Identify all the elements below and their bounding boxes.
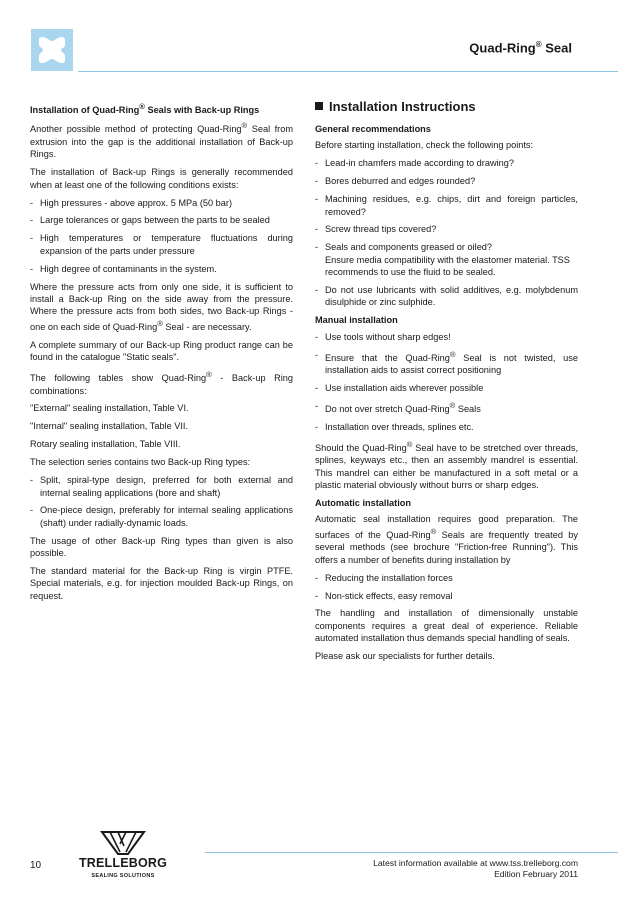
list-item: - High degree of contaminants in the system. bbox=[30, 263, 293, 275]
list-item: - Do not use lubricants with solid additives, e.g. molybdenum disulphide or zinc sulphide. bbox=[315, 284, 578, 309]
bullet-square-icon bbox=[315, 102, 323, 110]
footer-info-line: Latest information available at www.tss.trelleborg.com bbox=[373, 858, 578, 868]
list-item: - Seals and components greased or oiled? Ensure media compatibility with the elastomer material. TSS recommends to use the fluid to be sealed. bbox=[315, 241, 578, 278]
paragraph: The following tables show Quad-Ring® - Back-up Ring combinations: bbox=[30, 370, 293, 396]
list-item: - Lead-in chamfers made according to drawing? bbox=[315, 157, 578, 169]
list-item: - Bores deburred and edges rounded? bbox=[315, 175, 578, 187]
list-item: - Ensure that the Quad-Ring® Seal is not twisted, use installation aids to assist correct positioning bbox=[315, 349, 578, 377]
quad-ring-logo-icon bbox=[31, 29, 73, 71]
paragraph: Rotary sealing installation, Table VIII. bbox=[30, 439, 181, 450]
paragraph: Before starting installation, check the following points: bbox=[315, 140, 534, 151]
backup-ring-heading: Installation of Quad-Ring® Seals with Back-up Rings bbox=[30, 102, 260, 116]
paragraph: The installation of Back-up Rings is generally recommended when at least one of the following conditions exists: bbox=[30, 167, 293, 190]
benefits-list bbox=[315, 572, 578, 602]
list-item: - High temperatures or temperature fluctuations during expansion of the parts under pressure bbox=[30, 232, 293, 257]
paragraph: Where the pressure acts from only one side, it is sufficient to install a Back-up Ring on the side away from the pressure. Where the pressure acts from both sides, two Back-up Rings - one on each side of Quad-Ring® Seal - are necessary. bbox=[30, 281, 293, 332]
brand-tagline: SEALING SOLUTIONS bbox=[91, 873, 155, 879]
footer-info bbox=[373, 858, 578, 880]
section-title: Installation Instructions bbox=[315, 99, 578, 115]
list-item: - High pressures - above approx. 5 MPa (50 bar) bbox=[30, 197, 293, 209]
ring-types-list bbox=[30, 474, 293, 529]
list-item: - Installation over threads, splines etc. bbox=[315, 421, 578, 433]
header-divider bbox=[78, 71, 618, 72]
general-heading: General recommendations bbox=[315, 124, 431, 134]
list-item: - Screw thread tips covered? bbox=[315, 223, 578, 235]
list-item: - Non-stick effects, easy removal bbox=[315, 590, 578, 602]
list-item: - Do not over stretch Quad-Ring® Seals bbox=[315, 400, 578, 415]
footer-edition: Edition February 2011 bbox=[494, 869, 578, 879]
left-column bbox=[30, 101, 293, 608]
list-item: - Use installation aids wherever possible bbox=[315, 382, 578, 394]
paragraph: The selection series contains two Back-up Ring types: bbox=[30, 457, 251, 468]
list-item: - Split, spiral-type design, preferred for both external and internal sealing applications (bore and shaft) bbox=[30, 474, 293, 499]
paragraph: Please ask our specialists for further details. bbox=[315, 651, 495, 662]
list-item: - Use tools without sharp edges! bbox=[315, 331, 578, 343]
checks-list bbox=[315, 157, 578, 309]
list-item: - Reducing the installation forces bbox=[315, 572, 578, 584]
footer-divider bbox=[205, 852, 618, 853]
page-number: 10 bbox=[30, 860, 42, 871]
conditions-list bbox=[30, 197, 293, 276]
manual-heading: Manual installation bbox=[315, 315, 398, 326]
paragraph: "External" sealing installation, Table VI. bbox=[30, 403, 189, 414]
trelleborg-logo bbox=[78, 830, 168, 882]
trelleborg-mark-icon bbox=[98, 830, 148, 856]
list-item: - Machining residues, e.g. chips, dirt and foreign particles, removed? bbox=[315, 193, 578, 218]
right-column bbox=[315, 101, 578, 668]
list-item: - One-piece design, preferably for internal sealing applications (shaft) under radially-dynamic loads. bbox=[30, 504, 293, 529]
list-item: - Large tolerances or gaps between the parts to be sealed bbox=[30, 214, 293, 226]
paragraph: "Internal" sealing installation, Table VII. bbox=[30, 421, 189, 432]
paragraph: Automatic seal installation requires good preparation. The surfaces of the Quad-Ring® Seals are frequently treated by several methods (see brochure "Friction-free Running"). This offers a number of benefits during installation by bbox=[315, 514, 578, 565]
page-title: Quad-Ring® Seal bbox=[469, 40, 572, 56]
paragraph: A complete summary of our Back-up Ring product range can be found in the catalogue "Static seals". bbox=[30, 339, 293, 363]
paragraph: The handling and installation of dimensionally unstable components requires a great deal of experience. Reliable automated installation thus demands special handling of seals. bbox=[315, 608, 578, 644]
paragraph: Another possible method of protecting Quad-Ring® Seal from extrusion into the gap is the additional installation of Back-up Rings. bbox=[30, 121, 293, 160]
paragraph: Should the Quad-Ring® Seal have to be stretched over threads, splines, keyways etc., then an assembly mandrel is essential. This mandrel can either be manufactured in a soft metal or a plastic material obviously without burrs or sharp edges. bbox=[315, 439, 579, 491]
paragraph: The standard material for the Back-up Ring is virgin PTFE. Special materials, e.g. for injection moulded Back-up Rings, on request. bbox=[30, 566, 293, 601]
manual-list bbox=[315, 331, 578, 434]
brand-name: TRELLEBORG bbox=[78, 856, 168, 870]
automatic-heading: Automatic installation bbox=[315, 498, 411, 509]
paragraph: The usage of other Back-up Ring types than given is also possible. bbox=[30, 535, 293, 559]
